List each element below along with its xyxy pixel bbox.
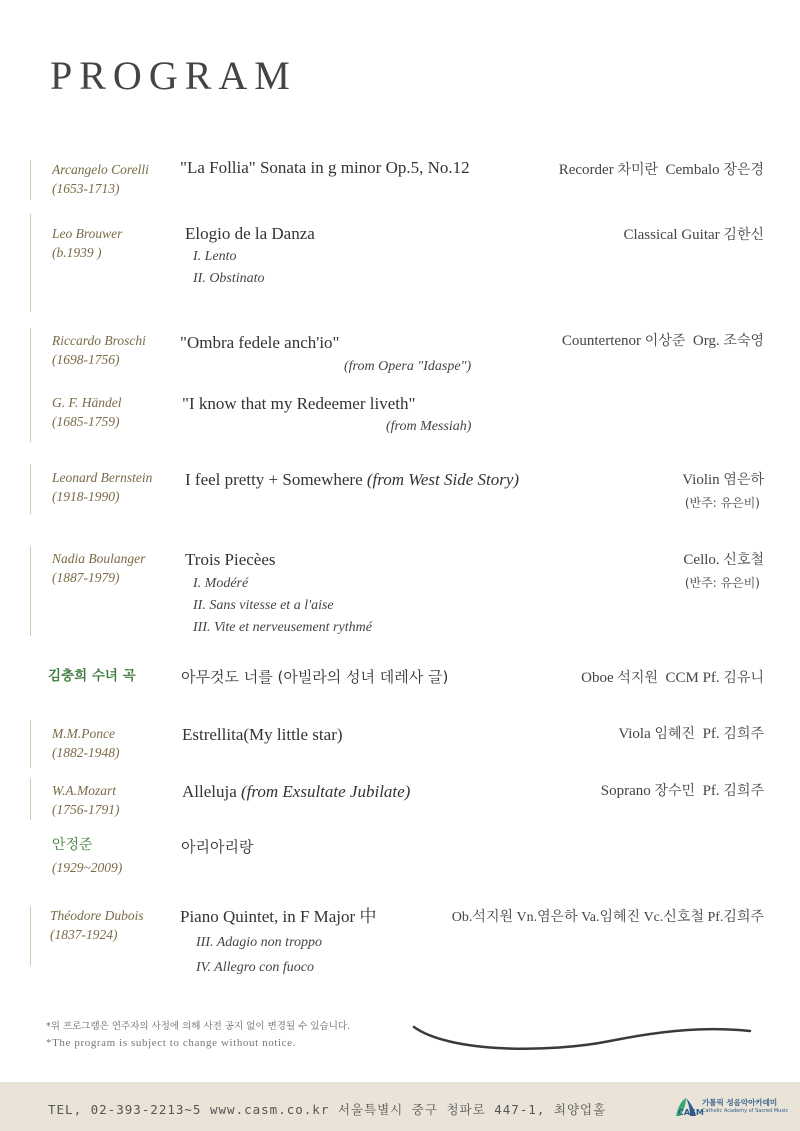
- divider-line: [30, 464, 31, 514]
- composer-years: (1837-1924): [50, 927, 118, 942]
- change-notice-en: *The program is subject to change without notice.: [46, 1037, 296, 1049]
- work-title: "Ombra fedele anch'io": [180, 333, 340, 352]
- perf-name: 염은하: [723, 472, 764, 488]
- work-source: (from Exsultate Jubilate): [241, 782, 411, 801]
- perf-role: Countertenor: [561, 333, 642, 349]
- movement: II. Sans vitesse et a l'aise: [193, 598, 334, 613]
- divider-line: [30, 778, 31, 820]
- divider-line: [30, 328, 31, 442]
- logo-subtitle: Catholic Academy of Sacred Music: [702, 1108, 789, 1114]
- composer: [52, 331, 146, 369]
- performers: [452, 906, 764, 926]
- composer-years: (1698-1756): [52, 352, 120, 367]
- work-main: Alleluja: [182, 782, 237, 801]
- perf-role: Ob.: [451, 910, 473, 925]
- footer-contact: TEL, 02-393-2213~5 www.casm.co.kr 서울특별시 중구 청파로 447-1, 최양업홀: [48, 1102, 607, 1117]
- perf-name: 조숙영: [723, 333, 764, 349]
- perf-name: 신호철: [723, 552, 764, 568]
- work-title: [182, 781, 410, 803]
- divider-line: [30, 160, 31, 200]
- composer-name: G. F. Händel: [52, 395, 122, 410]
- perf-role: Soprano: [600, 783, 651, 799]
- composer-years: (1929~2009): [52, 860, 123, 875]
- perf-name: 김희주: [723, 783, 764, 799]
- composer-name: Leo Brouwer: [52, 226, 123, 241]
- work-title: Piano Quintet, in F Major 中: [180, 907, 377, 926]
- composer: [50, 906, 144, 944]
- perf-role: CCM Pf.: [665, 670, 720, 686]
- divider-line: [30, 546, 31, 636]
- composer-years: (1756-1791): [52, 802, 120, 817]
- composer-name: W.A.Mozart: [52, 783, 117, 798]
- composer-years: (b.1939 ): [52, 245, 102, 260]
- divider-line: [30, 720, 31, 768]
- composer-years: (1653-1713): [52, 181, 120, 196]
- perf-role: Pf.: [702, 726, 720, 742]
- work-title: "I know that my Redeemer liveth": [182, 394, 416, 413]
- work-source: (from Opera "Idaspe"): [344, 359, 472, 374]
- composer-name: Théodore Dubois: [50, 908, 144, 923]
- composer-years: (1685-1759): [52, 414, 120, 429]
- perf-name: 임혜진: [654, 726, 696, 742]
- work-title: "La Follia" Sonata in g minor Op.5, No.12: [180, 158, 470, 177]
- work-title: 아무것도 너를 (아빌라의 성녀 데레사 글): [181, 668, 449, 686]
- movement: III. Vite et nerveusement rythmé: [193, 620, 372, 635]
- accompanist: (반주: 유은비): [684, 576, 760, 590]
- perf-name: 이상준: [644, 333, 686, 349]
- work-title: Estrellita(My little star): [182, 725, 343, 744]
- perf-name: 염은하: [537, 909, 578, 925]
- footer: [0, 1082, 800, 1131]
- movement: I. Modéré: [193, 576, 249, 591]
- composer: [52, 724, 120, 762]
- performers: [562, 330, 764, 350]
- page-title: PROGRAM: [50, 53, 297, 98]
- work-title: [185, 469, 519, 491]
- perf-name: 김희주: [723, 909, 764, 925]
- perf-role: Va.: [581, 910, 600, 925]
- perf-role: Oboe: [581, 670, 614, 686]
- perf-role: Org.: [692, 333, 720, 349]
- composer-name: Riccardo Broschi: [52, 333, 146, 348]
- perf-name: 장수민: [654, 783, 696, 799]
- perf-name: 차미란: [617, 162, 659, 178]
- perf-role: Pf.: [707, 910, 724, 925]
- perf-role: Violin: [682, 472, 720, 488]
- work-source: (from Messiah): [386, 419, 472, 434]
- perf-role: Classical Guitar: [623, 227, 720, 243]
- composer-years: (1882-1948): [52, 745, 120, 760]
- work-title: Trois Piecèes: [185, 550, 276, 569]
- perf-role: Cello.: [683, 552, 720, 568]
- perf-role: Vn.: [516, 910, 538, 925]
- performers: [682, 469, 764, 489]
- perf-name: 김희주: [723, 726, 764, 742]
- casm-logo: [672, 1094, 792, 1122]
- composer-name: M.M.Ponce: [52, 726, 115, 741]
- divider-line: [30, 214, 31, 312]
- perf-name: 장은경: [723, 162, 764, 178]
- movement: I. Lento: [193, 249, 237, 264]
- performers: [601, 780, 764, 800]
- composer: [52, 836, 122, 877]
- composer-name: Leonard Bernstein: [52, 470, 153, 485]
- perf-name: 임혜진: [599, 909, 641, 925]
- composer: [52, 393, 122, 431]
- composer-name: Nadia Boulanger: [52, 551, 146, 566]
- decorative-swoosh: [410, 1005, 760, 1055]
- composer: [52, 781, 120, 819]
- performers: [618, 723, 764, 743]
- logo-name: 가톨릭 성음악아카데미: [702, 1098, 778, 1107]
- accompanist: (반주: 유은비): [684, 496, 760, 510]
- composer-years: (1887-1979): [52, 570, 120, 585]
- performers: [559, 159, 764, 179]
- work-source: (from West Side Story): [366, 470, 520, 489]
- logo-casm-text: CASM: [678, 1108, 704, 1117]
- perf-name: 석지원: [472, 909, 513, 925]
- perf-role: Viola: [618, 726, 651, 742]
- composer-name: 김충희 수녀 곡: [48, 668, 136, 684]
- work-main: I feel pretty + Somewhere: [185, 470, 363, 489]
- movement: II. Obstinato: [193, 271, 265, 286]
- work-title: 아리아리랑: [181, 838, 254, 856]
- composer-name: 안정준: [52, 837, 93, 853]
- movement: III. Adagio non troppo: [196, 935, 322, 950]
- divider-line: [30, 906, 31, 966]
- perf-name: 석지원: [617, 670, 658, 686]
- composer: [52, 468, 152, 506]
- change-notice-kr: *위 프로그램은 연주자의 사정에 의해 사전 공지 없이 변경될 수 있습니다.: [46, 1021, 351, 1032]
- composer: [52, 160, 149, 198]
- perf-role: Pf.: [702, 783, 720, 799]
- movement: IV. Allegro con fuoco: [196, 960, 314, 975]
- perf-name: 김한신: [723, 227, 764, 243]
- perf-role: Recorder: [558, 162, 614, 178]
- work-title: Elogio de la Danza: [185, 224, 315, 243]
- composer: [52, 224, 122, 262]
- composer: [52, 549, 145, 587]
- performers: [683, 549, 764, 569]
- perf-role: Cembalo: [665, 162, 720, 178]
- perf-role: Vc.: [643, 910, 664, 925]
- performers: [581, 667, 764, 687]
- perf-name: 김유니: [723, 670, 764, 686]
- performers: [623, 224, 764, 244]
- perf-name: 신호철: [663, 909, 704, 925]
- composer-years: (1918-1990): [52, 489, 120, 504]
- composer-name: Arcangelo Corelli: [52, 162, 149, 177]
